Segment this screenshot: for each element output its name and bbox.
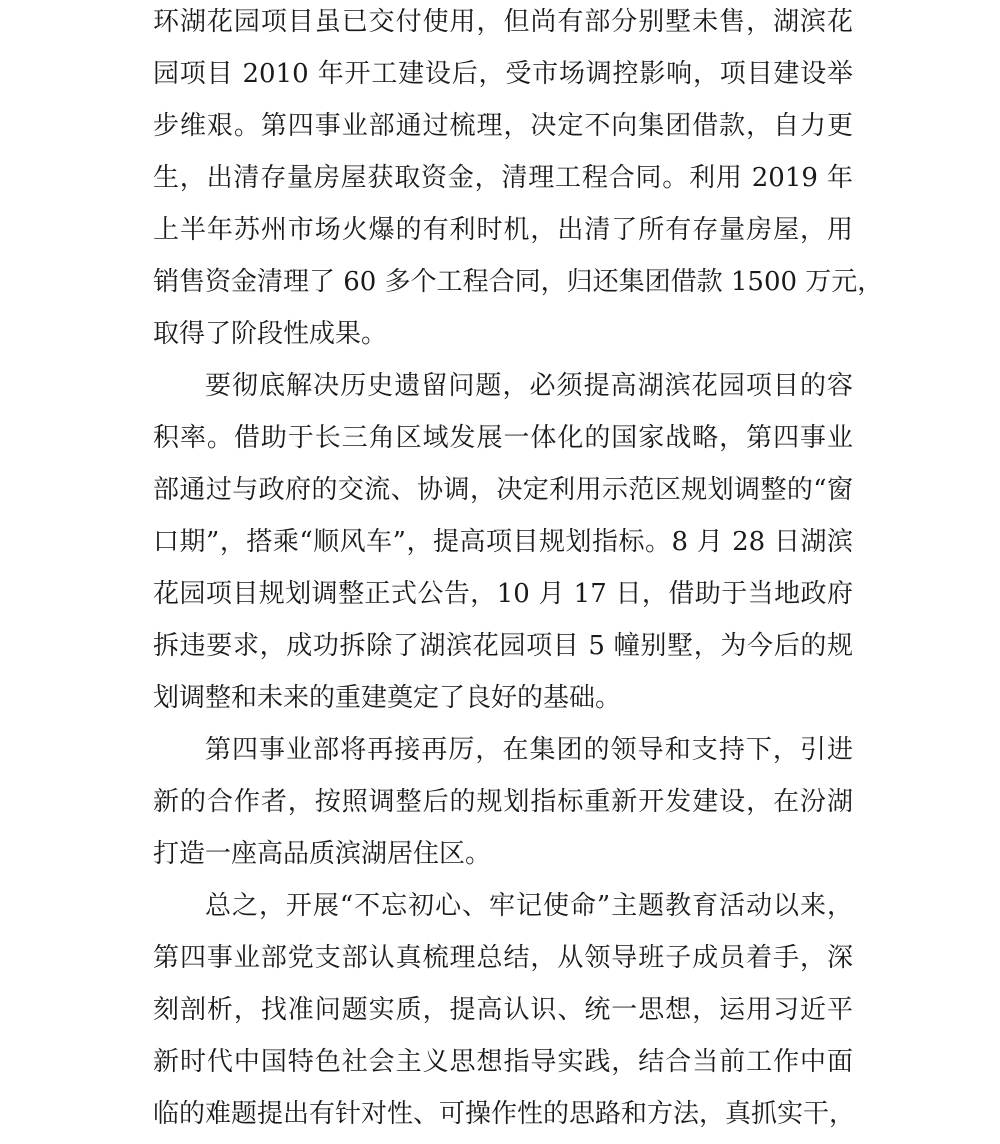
text-line: 刻剖析，找准问题实质，提高认识、统一思想，运用习近平 bbox=[153, 995, 853, 1025]
text-line: 销售资金清理了 60 多个工程合同，归还集团借款 1500 万元， bbox=[153, 267, 884, 297]
text-line: 生，出清存量房屋获取资金，清理工程合同。利用 2019 年 bbox=[153, 163, 853, 193]
paragraph-start-line: 第四事业部将再接再厉，在集团的领导和支持下，引进 bbox=[205, 735, 853, 765]
text-line: 园项目 2010 年开工建设后，受市场调控影响，项目建设举 bbox=[153, 59, 853, 89]
text-line: 步维艰。第四事业部通过梳理，决定不向集团借款，自力更 bbox=[153, 111, 853, 141]
text-line: 部通过与政府的交流、协调，决定利用示范区规划调整的“窗 bbox=[153, 475, 853, 505]
paragraph-start-line: 总之，开展“不忘初心、牢记使命”主题教育活动以来， bbox=[205, 891, 853, 921]
text-line: 取得了阶段性成果。 bbox=[153, 319, 388, 349]
paragraph-start-line: 要彻底解决历史遗留问题，必须提高湖滨花园项目的容 bbox=[205, 371, 853, 401]
text-line: 临的难题提出有针对性、可操作性的思路和方法，真抓实干， bbox=[153, 1099, 856, 1129]
text-line: 划调整和未来的重建奠定了良好的基础。 bbox=[153, 683, 622, 713]
text-line: 上半年苏州市场火爆的有利时机，出清了所有存量房屋，用 bbox=[153, 215, 853, 245]
text-line: 环湖花园项目虽已交付使用，但尚有部分别墅未售，湖滨花 bbox=[153, 7, 853, 37]
text-line: 拆违要求，成功拆除了湖滨花园项目 5 幢别墅，为今后的规 bbox=[153, 631, 853, 661]
text-line: 口期”，搭乘“顺风车”，提高项目规划指标。8 月 28 日湖滨 bbox=[153, 527, 853, 557]
text-line: 积率。借助于长三角区域发展一体化的国家战略，第四事业 bbox=[153, 423, 853, 453]
text-line: 打造一座高品质滨湖居住区。 bbox=[153, 839, 492, 869]
text-line: 新的合作者，按照调整后的规划指标重新开发建设，在汾湖 bbox=[153, 787, 853, 817]
text-line: 花园项目规划调整正式公告，10 月 17 日，借助于当地政府 bbox=[153, 579, 853, 609]
text-line: 第四事业部党支部认真梳理总结，从领导班子成员着手，深 bbox=[153, 943, 853, 973]
text-line: 新时代中国特色社会主义思想指导实践，结合当前工作中面 bbox=[153, 1047, 853, 1077]
